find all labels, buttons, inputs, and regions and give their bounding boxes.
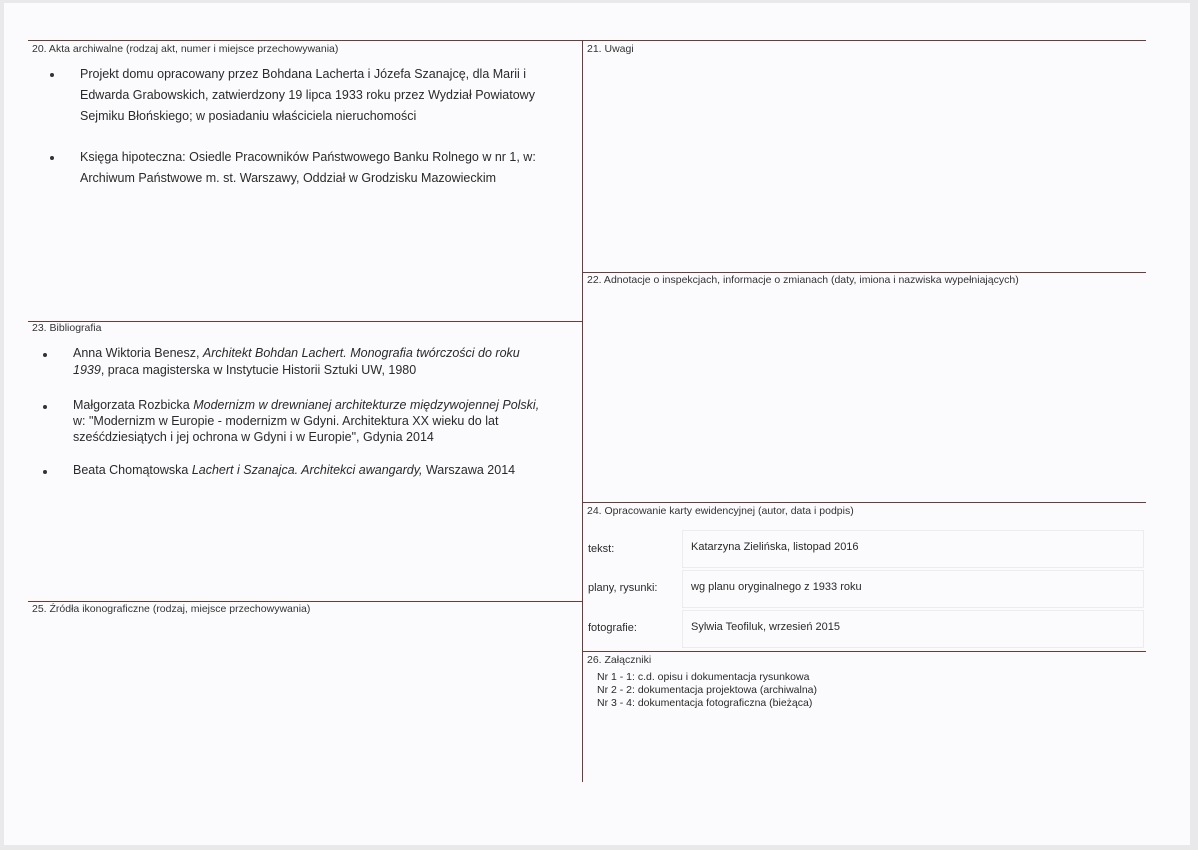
section-21-title: 21. Uwagi xyxy=(587,43,634,55)
section-24-title: 24. Opracowanie karty ewidencyjnej (autor, data i podpis) xyxy=(587,505,854,517)
archive-item-2-line-1: Księga hipoteczna: Osiedle Pracowników Państwowego Banku Rolnego w nr 1, w: xyxy=(80,150,536,164)
bibliography-item-2-line-2: w: "Modernizm w Europie - modernizm w Gdyni. Architektura XX wieku do lat xyxy=(73,414,499,428)
rule-21-22 xyxy=(582,272,1146,273)
bullet-dot xyxy=(43,470,47,474)
attachment-item-2: Nr 2 - 2: dokumentacja projektowa (archiwalna) xyxy=(597,684,818,696)
bullet-dot xyxy=(43,353,47,357)
section-25-title: 25. Źródła ikonograficzne (rodzaj, miejsce przechowywania) xyxy=(32,603,311,615)
section-22-title: 22. Adnotacje o inspekcjach, informacje o zmianach (daty, imiona i nazwiska wypełniających) xyxy=(587,274,1019,286)
bibliography-details: , praca magisterska w Instytucie Historii Sztuki UW, 1980 xyxy=(100,363,417,377)
section-20-title: 20. Akta archiwalne (rodzaj akt, numer i miejsce przechowywania) xyxy=(32,43,339,55)
bullet-dot xyxy=(50,156,54,160)
bibliography-item-2 xyxy=(73,397,573,445)
bibliography-author: Beata Chomątowska xyxy=(73,463,192,477)
rule-20-23 xyxy=(28,321,582,322)
photos-author-label: fotografie: xyxy=(588,622,637,634)
section-26-title: 26. Załączniki xyxy=(587,654,652,666)
attachment-item-3: Nr 3 - 4: dokumentacja fotograficzna (bieżąca) xyxy=(597,697,813,709)
bibliography-item-1-line-1 xyxy=(73,345,573,362)
bibliography-title-cont: 1939 xyxy=(73,363,101,377)
section-23-title: 23. Bibliografia xyxy=(32,322,102,334)
rule-24-26 xyxy=(582,651,1146,652)
archive-item-1-line-1: Projekt domu opracowany przez Bohdana Lacherta i Józefa Szanajcę, dla Marii i xyxy=(80,67,527,81)
attachment-item-1: Nr 1 - 1: c.d. opisu i dokumentacja rysunkowa xyxy=(597,671,810,683)
plans-author-value: wg planu oryginalnego z 1933 roku xyxy=(691,581,862,593)
attachment-list xyxy=(597,671,817,710)
bibliography-details: Warszawa 2014 xyxy=(422,463,516,477)
bibliography-item-1 xyxy=(73,345,573,379)
rule-22-24 xyxy=(582,502,1146,503)
bibliography-title: Architekt Bohdan Lachert. Monografia twórczości do roku xyxy=(202,346,520,360)
bibliography-item-3-line-1 xyxy=(73,462,573,479)
plans-author-label: plany, rysunki: xyxy=(588,582,658,594)
photos-author-value: Sylwia Teofiluk, wrzesień 2015 xyxy=(691,621,840,633)
archive-item-1 xyxy=(80,64,570,127)
center-divider xyxy=(582,40,583,782)
text-author-label: tekst: xyxy=(588,543,615,555)
archive-item-2-line-2: Archiwum Państwowe m. st. Warszawy, Oddział w Grodzisku Mazowieckim xyxy=(80,171,497,185)
bibliography-item-3 xyxy=(73,462,573,479)
archive-item-1-line-3: Sejmiku Błońskiego; w posiadaniu właściciela nieruchomości xyxy=(80,109,417,123)
top-rule xyxy=(28,40,1146,41)
bibliography-title: Modernizm w drewnianej architekturze międzywojennej Polski, xyxy=(193,398,540,412)
bullet-dot xyxy=(43,405,47,409)
bibliography-item-2-line-3: sześćdziesiątych i jej ochrona w Gdyni i w Europie", Gdynia 2014 xyxy=(73,430,434,444)
bibliography-item-2-line-1 xyxy=(73,397,573,413)
bibliography-item-1-line-2 xyxy=(73,362,573,379)
archive-item-2 xyxy=(80,147,570,189)
bibliography-title: Lachert i Szanajca. Architekci awangardy, xyxy=(191,463,423,477)
bullet-dot xyxy=(50,73,54,77)
bibliography-author: Małgorzata Rozbicka xyxy=(73,398,194,412)
text-author-value: Katarzyna Zielińska, listopad 2016 xyxy=(691,541,859,553)
archive-item-1-line-2: Edwarda Grabowskich, zatwierdzony 19 lipca 1933 roku przez Wydział Powiatowy xyxy=(80,88,535,102)
bibliography-author: Anna Wiktoria Benesz, xyxy=(73,346,203,360)
rule-23-25 xyxy=(28,601,582,602)
